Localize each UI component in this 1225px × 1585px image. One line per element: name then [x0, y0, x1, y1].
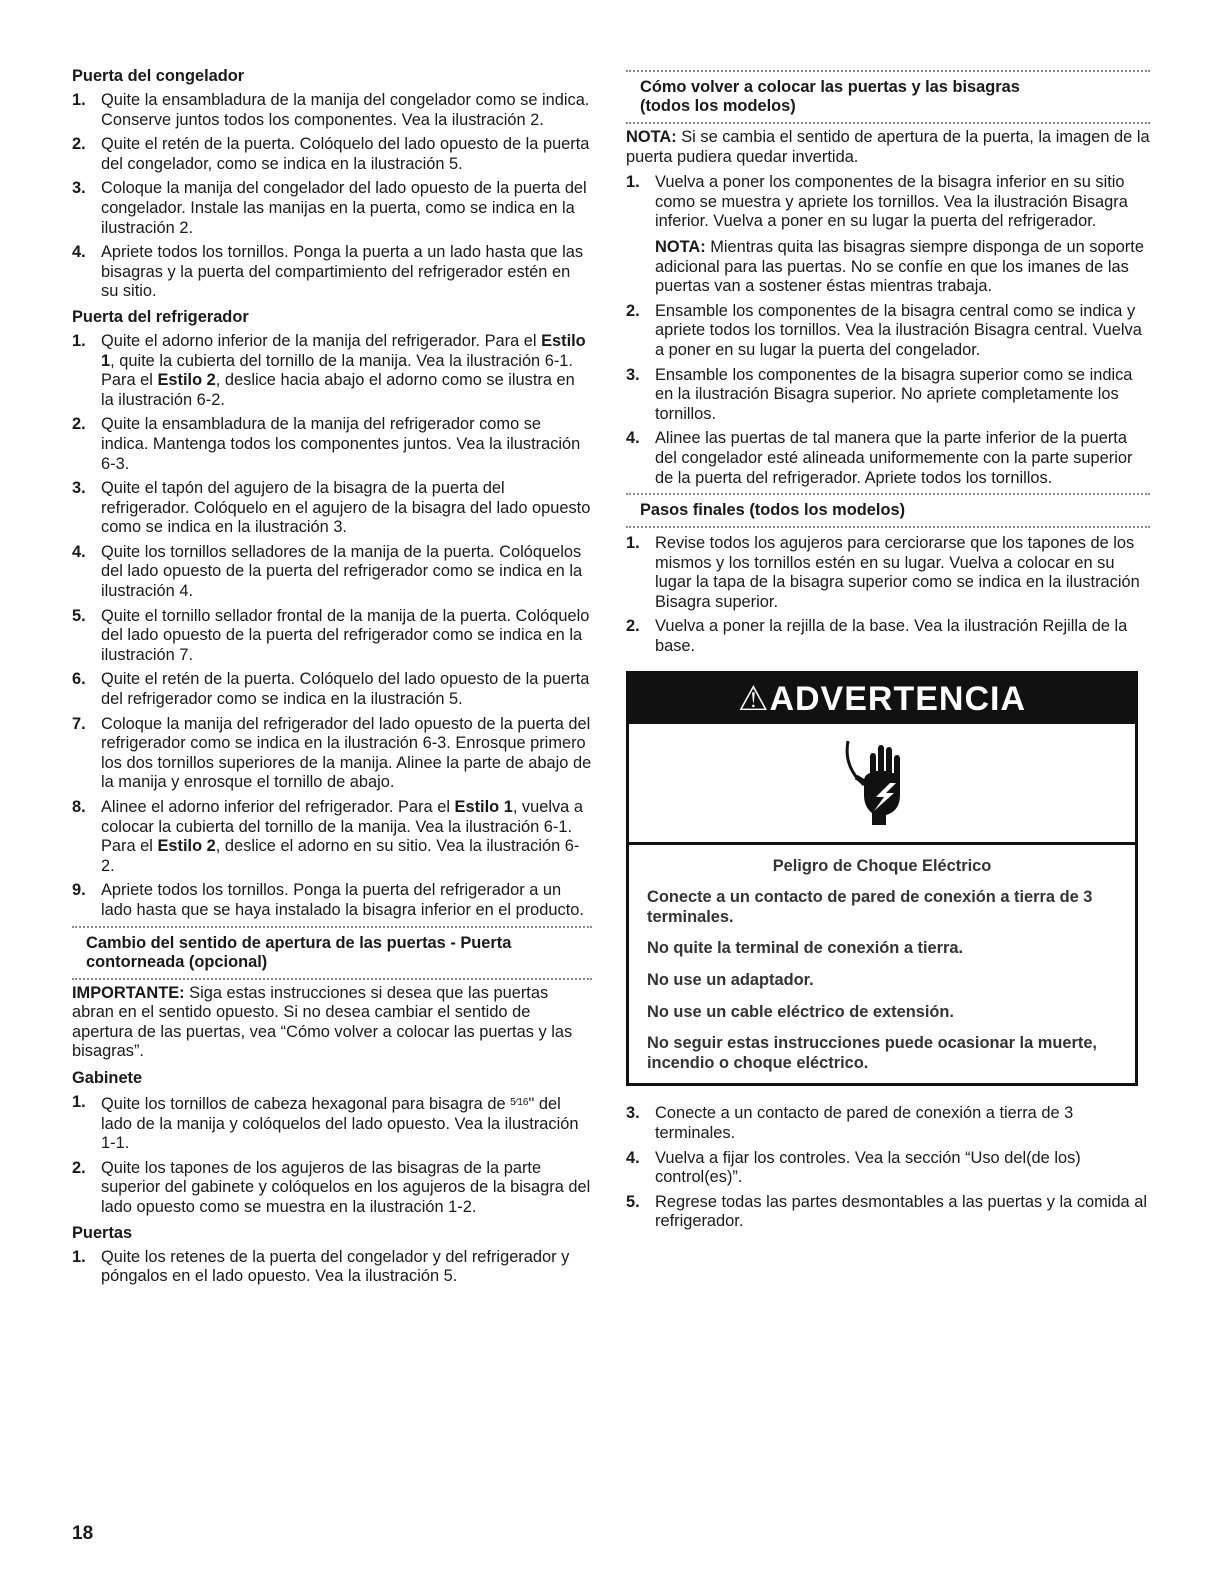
list-item: 1. Quite los retenes de la puerta del congelador y del refrigerador y póngalos en el lado opuesto. Vea la ilustración 5.	[72, 1247, 570, 1286]
final-steps	[626, 534, 1150, 657]
note-paragraph: NOTA: Si se cambia el sentido de apertura de la puerta, la imagen de la puerta pudiera quedar invertida.	[626, 128, 1150, 166]
list-item: 9. Apriete todos los tornillos. Ponga la puerta del refrigerador a un lado hasta que se haya instalado la bisagra inferior en el producto.	[72, 881, 584, 919]
list-item: 7. Coloque la manija del refrigerador del lado opuesto de la puerta del refrigerador como se indica en la ilustración 6-3. Enrosque primero los dos tornillos superiores de la manija. Alinee la parte de abajo de la manija y enrosque el tornillo de abajo.	[72, 714, 592, 792]
warning-line: No seguir estas instrucciones puede ocasionar la muerte, incendio o choque eléctrico.	[647, 1034, 1097, 1072]
warning-box	[626, 671, 1138, 1087]
section-divider	[626, 526, 1150, 528]
list-item: 3. Ensamble los componentes de la bisagra superior como se indica en la ilustración Bisagra superior. No apriete completamente los tornillos.	[626, 365, 1133, 423]
list-item: 1. Quite los tornillos de cabeza hexagonal para bisagra de $^{5⁄16}$" del lado de la manija y colóquelos del lado opuesto. Vea la ilustración 1-1.	[72, 1092, 579, 1153]
warning-text	[629, 845, 1135, 1084]
important-paragraph: IMPORTANTE: Siga estas instrucciones si desea que las puertas abran en el sentido opuesto. Si no desea cambiar el sentido de apertura de las puertas, vea “Cómo volver a colocar las puertas y las bisagras”.	[72, 983, 573, 1061]
warning-line: No quite la terminal de conexión a tierra.	[647, 939, 964, 958]
list-item: 1. Vuelva a poner los componentes de la bisagra inferior en su sitio como se muestra y apriete los tornillos. Vea la ilustración Bisagra inferior. Vuelva a poner en su lugar la puerta del refrigerador. NOTA: Mientras quita las bisagras siempre disponga de un soporte adicional para las puertas. No se confíe en que los imanes de las puertas van a sostener éstas mientras trabaja.	[626, 173, 1150, 297]
left-column	[72, 66, 592, 1292]
cabinet-steps	[72, 1093, 592, 1218]
list-item: 3. Quite el tapón del agujero de la bisagra de la puerta del refrigerador. Colóquelo en el agujero de la bisagra del lado opuesto como se indica en la ilustración 3.	[72, 479, 591, 537]
list-item: 1. Quite la ensambladura de la manija del congelador como se indica. Conserve juntos todos los componentes. Vea la ilustración 2.	[72, 91, 590, 129]
final-steps-heading: Pasos finales (todos los modelos)	[640, 501, 906, 520]
list-item: 2. Quite la ensambladura de la manija del refrigerador como se indica. Mantenga todos los componentes juntos. Vea la ilustración 6-3.	[72, 415, 581, 473]
list-item: 1. Revise todos los agujeros para cerciorarse que los tapones de los mismos y los tornillos estén en su lugar. Vuelva a colocar en su lugar la tapa de la bisagra superior como se indica en la ilustración Bisagra superior.	[626, 534, 1140, 611]
freezer-door-heading: Puerta del congelador	[72, 67, 245, 85]
list-item: 4. Alinee las puertas de tal manera que la parte inferior de la puerta del congelador esté alineada uniformemente con la parte superior de la puerta del refrigerador. Apriete todos los tornillos.	[626, 429, 1133, 487]
warning-line: Conecte a un contacto de pared de conexión a tierra de 3 terminales.	[647, 888, 1093, 926]
list-item: 3. Coloque la manija del congelador del lado opuesto de la puerta del congelador. Instale las manijas en la puerta, como se indica en la ilustración 2.	[72, 179, 587, 237]
list-item: 8. Alinee el adorno inferior del refrigerador. Para el Estilo 1, vuelva a colocar la cubierta del tornillo de la manija. Vea la ilustración 6-1. Para el Estilo 2, deslice el adorno en su sitio. Vea la ilustración 6-2.	[72, 798, 583, 875]
list-item: 2. Vuelva a poner la rejilla de la base. Vea la ilustración Rejilla de la base.	[626, 617, 1128, 656]
list-item: 2. Ensamble los componentes de la bisagra central como se indica y apriete todos los tornillos. Vea la ilustración Bisagra central. Vuelva a poner en su lugar la puerta del congelador.	[626, 301, 1142, 359]
section-divider	[626, 122, 1150, 124]
list-item: 5. Regrese todas las partes desmontables a las puertas y la comida al refrigerador.	[626, 1192, 1147, 1231]
page-number: 18	[72, 1523, 94, 1544]
list-item: 1. Quite el adorno inferior de la manija del refrigerador. Para el Estilo 1, quite la cubierta del tornillo de la manija. Vea la ilustración 6-1. Para el Estilo 2, deslice hacia abajo el adorno como se ilustra en la ilustración 6-2.	[72, 331, 586, 409]
cabinet-heading: Gabinete	[72, 1068, 143, 1087]
warning-icon-area	[629, 724, 1135, 845]
list-item: 3. Conecte a un contacto de pared de conexión a tierra de 3 terminales.	[626, 1104, 1074, 1142]
right-column	[626, 66, 1150, 1237]
list-item: 5. Quite el tornillo sellador frontal de la manija de la puerta. Colóquelo del lado opuesto de la puerta del refrigerador como se indica en la ilustración 7.	[72, 606, 590, 664]
warning-line: No use un cable eléctrico de extensión.	[647, 1002, 954, 1021]
warning-subtitle: Peligro de Choque Eléctrico	[772, 856, 992, 875]
list-item: 4. Vuelva a fijar los controles. Vea la sección “Uso del(de los) control(es)”.	[626, 1148, 1081, 1187]
list-item: 6. Quite el retén de la puerta. Colóquelo del lado opuesto de la puerta del refrigerador como se indica en la ilustración 5.	[72, 670, 590, 709]
doors-heading: Puertas	[72, 1223, 133, 1242]
list-item: 2. Quite los tapones de los agujeros de las bisagras de la parte superior del gabinete y colóquelos en los agujeros de la bisagra del lado opuesto como se muestra en la ilustración 1-2.	[72, 1158, 591, 1216]
warning-triangle-icon: ⚠	[737, 679, 770, 718]
fridge-door-heading: Puerta del refrigerador	[72, 307, 249, 326]
electric-shock-hand-icon	[842, 733, 922, 833]
list-item: 4. Apriete todos los tornillos. Ponga la puerta a un lado hasta que las bisagras y la puerta del compartimiento del refrigerador estén en su sitio.	[72, 243, 584, 301]
replace-doors-steps	[626, 173, 1150, 488]
hinge-note: NOTA: Mientras quita las bisagras siempre disponga de un soporte adicional para las puertas. No se confíe en que los imanes de las puertas van a sostener éstas mientras trabaja.	[655, 237, 1144, 296]
list-item: 2. Quite el retén de la puerta. Colóquelo del lado opuesto de la puerta del congelador, como se indica en la ilustración 5.	[72, 135, 590, 173]
section-divider	[72, 978, 592, 980]
warning-line: No use un adaptador.	[647, 971, 814, 990]
section-divider	[626, 70, 1150, 72]
section-divider	[626, 493, 1150, 495]
contoured-door-heading: Cambio del sentido de apertura de las puertas - Puerta contorneada (opcional)	[86, 933, 512, 971]
warning-title: ⚠ADVERTENCIA	[629, 674, 1135, 724]
replace-doors-heading: Cómo volver a colocar las puertas y las bisagras (todos los modelos)	[640, 78, 1020, 115]
doors-steps	[72, 1248, 592, 1287]
section-divider	[72, 926, 592, 928]
list-item: 4. Quite los tornillos selladores de la manija de la puerta. Colóquelos del lado opuesto de la puerta del refrigerador como se indica en la ilustración 4.	[72, 542, 583, 601]
fridge-door-steps	[72, 332, 592, 921]
closing-steps	[626, 1104, 1150, 1232]
freezer-door-steps	[72, 91, 592, 302]
